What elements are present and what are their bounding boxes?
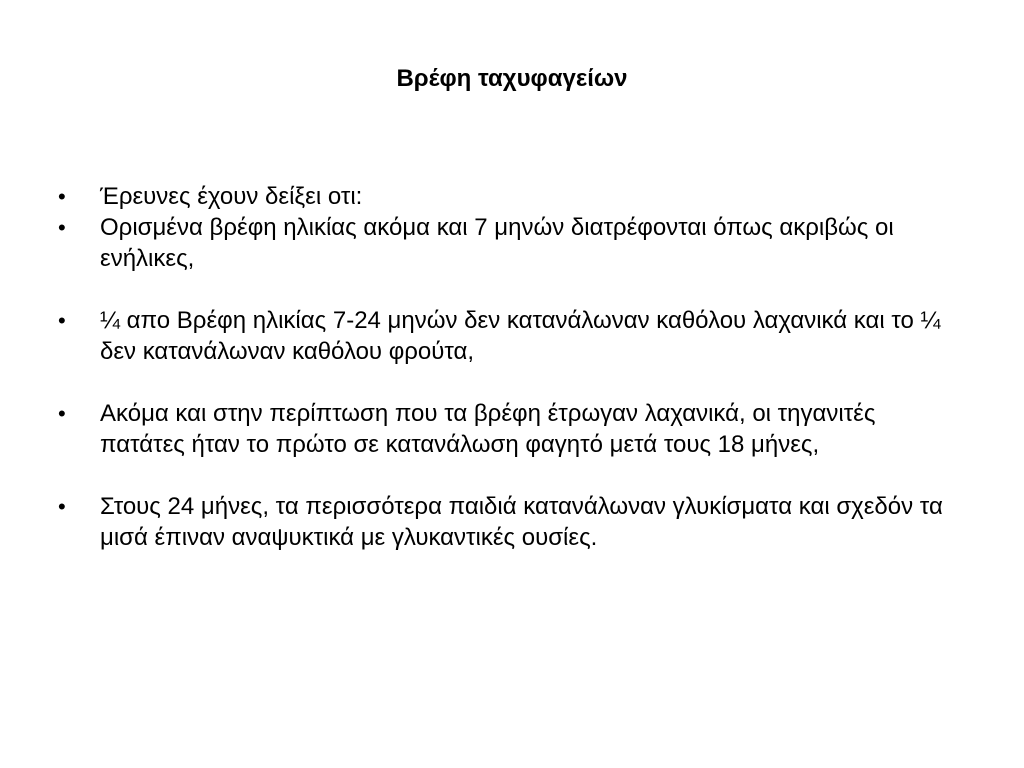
bullet-item bbox=[58, 491, 958, 553]
bullet-item bbox=[58, 398, 958, 460]
bullet-text: Έρευνες έχουν δείξει οτι: bbox=[100, 183, 363, 210]
bullet-icon: • bbox=[58, 308, 66, 333]
slide-title: Βρέφη ταχυφαγείων bbox=[396, 65, 628, 92]
bullet-text: Ακόμα και στην περίπτωση που τα βρέφη έτρωγαν λαχανικά, οι τηγανιτές πατάτες ήταν το πρώτο σε κατανάλωση φαγητό μετά τους 18 μήνες, bbox=[100, 400, 876, 458]
bullet-text: Στους 24 μήνες, τα περισσότερα παιδιά κατανάλωναν γλυκίσματα και σχεδόν τα μισά έπιναν αναψυκτικά με γλυκαντικές ουσίες. bbox=[100, 493, 943, 551]
bullet-text: ¼ απο Βρέφη ηλικίας 7-24 μηνών δεν κατανάλωναν καθόλου λαχανικά και το ¼ δεν κατανάλωναν καθόλου φρούτα, bbox=[100, 307, 941, 365]
bullet-item bbox=[58, 181, 958, 212]
bullet-icon: • bbox=[58, 184, 66, 209]
bullet-item bbox=[58, 305, 958, 367]
bullet-text: Ορισμένα βρέφη ηλικίας ακόμα και 7 μηνών διατρέφονται όπως ακριβώς οι ενήλικες, bbox=[100, 214, 894, 272]
bullet-list bbox=[58, 181, 958, 553]
bullet-icon: • bbox=[58, 494, 66, 519]
bullet-icon: • bbox=[58, 215, 66, 240]
bullet-icon: • bbox=[58, 401, 66, 426]
bullet-item bbox=[58, 212, 958, 274]
